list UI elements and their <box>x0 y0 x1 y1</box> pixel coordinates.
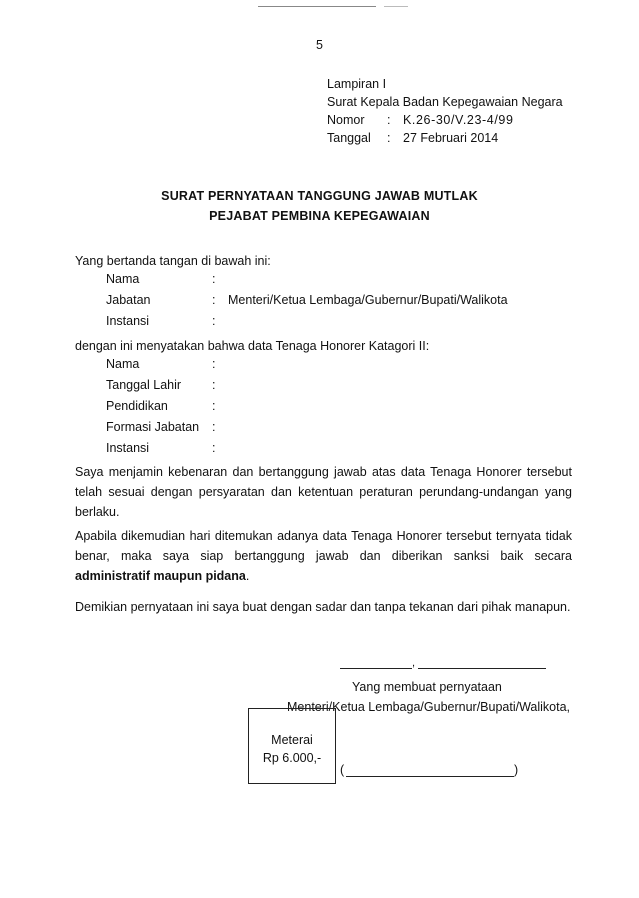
signer-field-agency <box>106 314 228 328</box>
field-label: Nama <box>106 272 140 286</box>
honorer-field-name <box>106 357 228 371</box>
stamp-amount: Rp 6.000,- <box>262 751 322 765</box>
paragraph-guarantee: Saya menjamin kebenaran dan bertanggung jawab atas data Tenaga Honorer tersebut telah sesuai dengan persyaratan dan ketentuan peraturan perundang-undangan yang berlaku. <box>75 465 572 519</box>
document-title-line-1: SURAT PERNYATAAN TANGGUNG JAWAB MUTLAK <box>161 189 478 203</box>
attachment-number-value: K.26-30/V.23-4/99 <box>403 113 514 127</box>
colon: : <box>212 399 216 413</box>
intro-text: Yang bertanda tangan di bawah ini: <box>75 254 271 268</box>
attachment-number-row <box>327 111 563 129</box>
attachment-line-2: Surat Kepala Badan Kepegawaian Negara <box>327 95 563 109</box>
top-scan-mark <box>384 6 408 7</box>
honorer-field-education <box>106 399 228 413</box>
field-label: Instansi <box>106 441 150 455</box>
colon: : <box>212 420 216 434</box>
place-blank-line <box>340 668 412 669</box>
paragraph-sanction-text: Apabila dikemudian hari ditemukan adanya data Tenaga Honorer tersebut ternyata tidak benar, maka saya siap bertanggung jawab dan diberikan sanksi baik secara <box>75 529 572 563</box>
signature-name-line <box>346 776 514 777</box>
colon: : <box>212 441 216 455</box>
top-scan-line <box>258 6 376 7</box>
field-label: Pendidikan <box>106 399 168 413</box>
attachment-date-label: Tanggal <box>327 131 371 145</box>
honorer-field-birthdate <box>106 378 228 392</box>
attachment-header <box>327 75 563 147</box>
paragraph-sanction <box>75 526 572 586</box>
attachment-date-value: 27 Februari 2014 <box>403 131 499 145</box>
field-value: Menteri/Ketua Lembaga/Gubernur/Bupati/Walikota <box>228 293 508 307</box>
page-number: 5 <box>316 38 323 52</box>
document-title-line-2: PEJABAT PEMBINA KEPEGAWAIAN <box>209 209 430 223</box>
paragraph-closing: Demikian pernyataan ini saya buat dengan sadar dan tanpa tekanan dari pihak manapun. <box>75 600 571 614</box>
colon: : <box>212 314 216 328</box>
attachment-date-row <box>327 129 563 147</box>
field-label: Nama <box>106 357 140 371</box>
maker-label: Yang membuat pernyataan <box>352 680 502 694</box>
field-label: Formasi Jabatan <box>106 420 200 434</box>
paragraph-sanction-end: . <box>245 569 250 583</box>
paragraph-sanction-bold: administratif maupun pidana <box>75 569 246 583</box>
colon: : <box>212 357 216 371</box>
maker-position: Menteri/Ketua Lembaga/Gubernur/Bupati/Walikota, <box>287 700 571 714</box>
signer-field-name <box>106 272 228 286</box>
attachment-number-label: Nomor <box>327 113 365 127</box>
honorer-field-formation <box>106 420 228 434</box>
attachment-line-1: Lampiran I <box>327 77 387 91</box>
colon: : <box>212 378 216 392</box>
place-date-separator: , <box>412 657 416 669</box>
field-label: Jabatan <box>106 293 151 307</box>
colon: : <box>212 293 216 307</box>
honorer-field-agency <box>106 441 228 455</box>
field-label: Instansi <box>106 314 150 328</box>
colon: : <box>387 131 391 145</box>
signer-field-position <box>106 293 508 307</box>
colon: : <box>387 113 391 127</box>
colon: : <box>212 272 216 286</box>
revenue-stamp-box <box>248 708 336 784</box>
stamp-label: Meterai <box>271 733 313 747</box>
field-label: Tanggal Lahir <box>106 378 182 392</box>
statement-intro: dengan ini menyatakan bahwa data Tenaga Honorer Katagori II: <box>75 339 430 353</box>
date-blank-line <box>418 668 546 669</box>
signature-close-paren: ) <box>514 763 519 777</box>
signature-open-paren: ( <box>340 763 345 777</box>
